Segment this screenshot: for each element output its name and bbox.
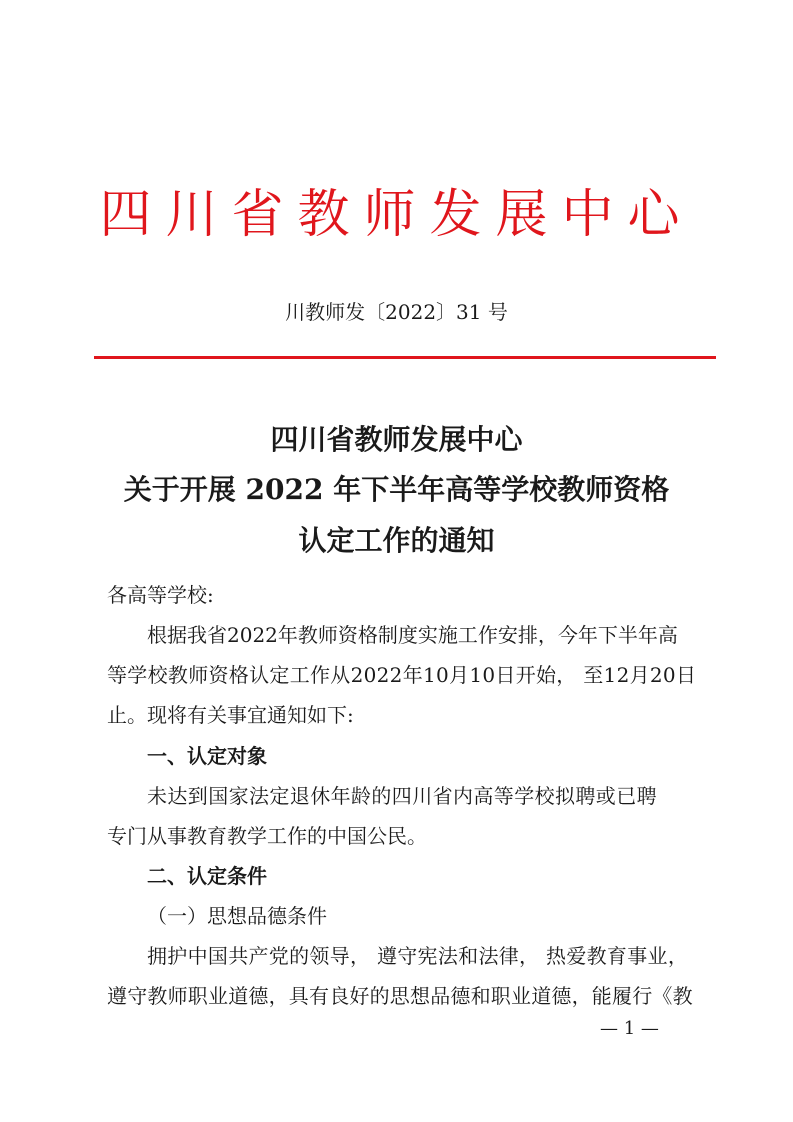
paragraph-1-line-2: 等学校教师资格认定工作从2022年10月10日开始， 至12月20日: [107, 663, 697, 687]
paragraph-2-line-1: 未达到国家法定退休年龄的四川省内高等学校拟聘或已聘: [147, 784, 657, 808]
notice-title-line-2: 关于开展 2022 年下半年高等学校教师资格: [123, 473, 670, 506]
subsection-1-heading: （一）思想品德条件: [147, 904, 327, 928]
salutation: 各高等学校:: [107, 583, 214, 607]
paragraph-2-line-2: 专门从事教育教学工作的中国公民。: [107, 824, 427, 848]
section-1-heading: 一、认定对象: [147, 744, 267, 768]
paragraph-1-line-1: 根据我省2022年教师资格制度实施工作安排，今年下半年高: [147, 623, 678, 647]
section-2-heading: 二、认定条件: [147, 864, 267, 888]
paragraph-1-line-3: 止。现将有关事宜通知如下:: [107, 703, 354, 727]
issuer-masthead: 四川省教师发展中心: [99, 185, 694, 245]
paragraph-3-line-1: 拥护中国共产党的领导， 遵守宪法和法律， 热爱教育事业，: [147, 944, 689, 968]
document-number: 川教师发〔2022〕31 号: [285, 300, 508, 324]
notice-title-line-3: 认定工作的通知: [298, 524, 495, 557]
page-number: — 1 —: [600, 1018, 659, 1039]
notice-title-line-1: 四川省教师发展中心: [270, 423, 523, 456]
paragraph-3-line-2: 遵守教师职业道德，具有良好的思想品德和职业道德，能履行《教: [107, 984, 693, 1008]
red-divider-line: [94, 356, 716, 359]
